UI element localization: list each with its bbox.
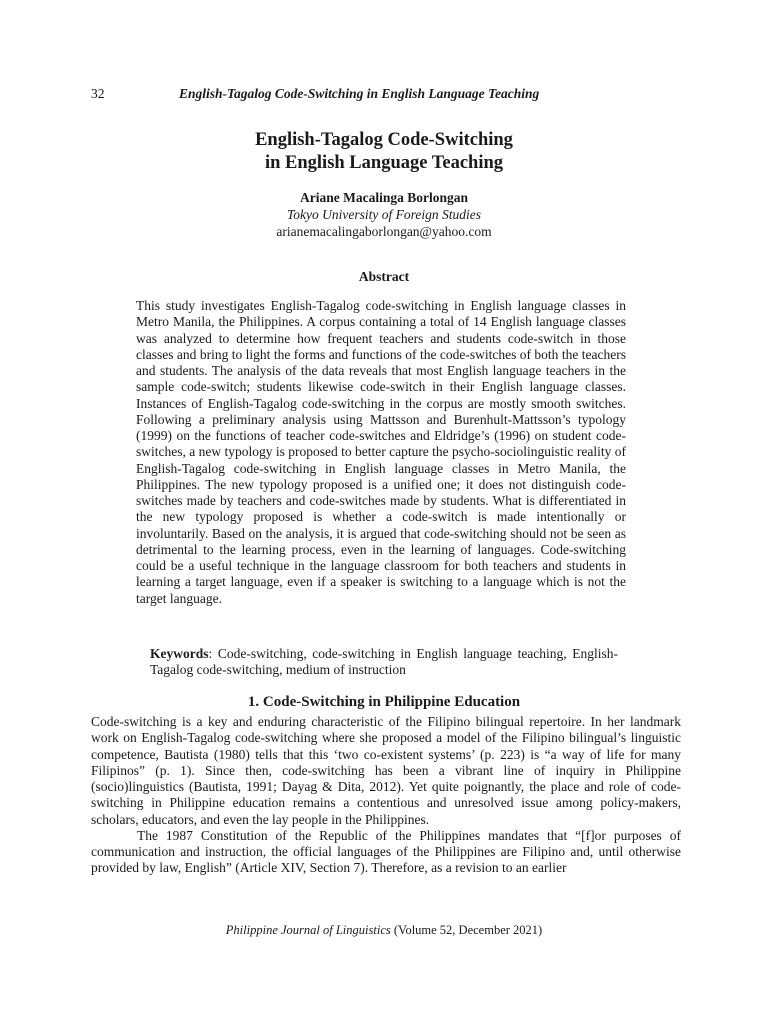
running-title: English-Tagalog Code-Switching in English Language Teaching (179, 86, 540, 101)
section-body (91, 714, 681, 877)
author-block (0, 189, 768, 240)
author-email: arianemacalingaborlongan@yahoo.com (276, 224, 492, 239)
author-affiliation: Tokyo University of Foreign Studies (287, 207, 481, 222)
footer-issue: (Volume 52, December 2021) (390, 923, 543, 937)
keywords-text: : Code-switching, code-switching in English language teaching, English-Tagalog code-switching, medium of instruction (150, 646, 618, 678)
author-name: Ariane Macalinga Borlongan (300, 190, 468, 205)
section-paragraph: Code-switching is a key and enduring characteristic of the Filipino bilingual repertoire. In her landmark work on English-Tagalog code-switching where she proposed a model of the Filipino bilingual’s linguistic competence, Bautista (1980) tells that this ‘two co-existent systems’ (p. 223) is “a way of life for many Filipinos” (p. 1). Since then, code-switching has been a vibrant line of inquiry in Philippine (socio)linguistics (Bautista, 1991; Dayag & Dita, 2012). Yet quite poignantly, the place and role of code-switching in Philippine education remains a contentious and unresolved issue among policy-makers, scholars, educators, and even the lay people in the Philippines. (91, 714, 681, 827)
abstract-text: This study investigates English-Tagalog code-switching in English language classes in Metro Manila, the Philippines. A corpus containing a total of 14 English language classes was analyzed to determine how frequent teachers and students code-switch in those classes and bring to light the forms and functions of the code-switches of both the teachers and students. The analysis of the data reveals that most English language teachers in the sample code-switch; students likewise code-switch in their English language classes. Instances of English-Tagalog code-switching in the corpus are mostly smooth switches. Following a preliminary analysis using Mattsson and Burenhult-Mattsson’s typology (1999) on the functions of teacher code-switches and Eldridge’s (1996) on student code-switches, a new typology is proposed to better capture the psycho-sociolinguistic reality of English-Tagalog code-switching in English language classes in Metro Manila, the Philippines. The new typology proposed is a unified one; it does not distinguish code-switches made by teachers and code-switches made by students. What is differentiated in the new typology proposed is whether a code-switch is made intentionally or involuntarily. Based on the analysis, it is argued that code-switching should not be seen as detrimental to the learning process, even in the learning of languages. Code-switching could be a useful technique in the language classroom for both teachers and students in learning a target language, even if a speaker is switching to a language which is not the target language. (136, 298, 627, 606)
article-title-line1: English-Tagalog Code-Switching (255, 130, 513, 150)
abstract-heading: Abstract (358, 269, 410, 284)
running-head (91, 86, 677, 104)
section-heading: 1. Code-Switching in Philippine Education (247, 694, 521, 710)
article-title (0, 129, 768, 175)
page-footer (0, 923, 768, 938)
section-paragraph: The 1987 Constitution of the Republic of the Philippines mandates that “[f]or purposes of communication and instruction, the official languages of the Philippines are Filipino and, until otherwise provided by law, English” (Article XIV, Section 7). Therefore, as a revision to an earlier (91, 827, 681, 876)
page-number: 32 (91, 86, 105, 101)
keywords (150, 646, 618, 679)
footer-journal: Philippine Journal of Linguistics (225, 923, 391, 937)
article-title-line2: in English Language Teaching (264, 153, 504, 173)
keywords-label: Keywords (150, 646, 209, 661)
